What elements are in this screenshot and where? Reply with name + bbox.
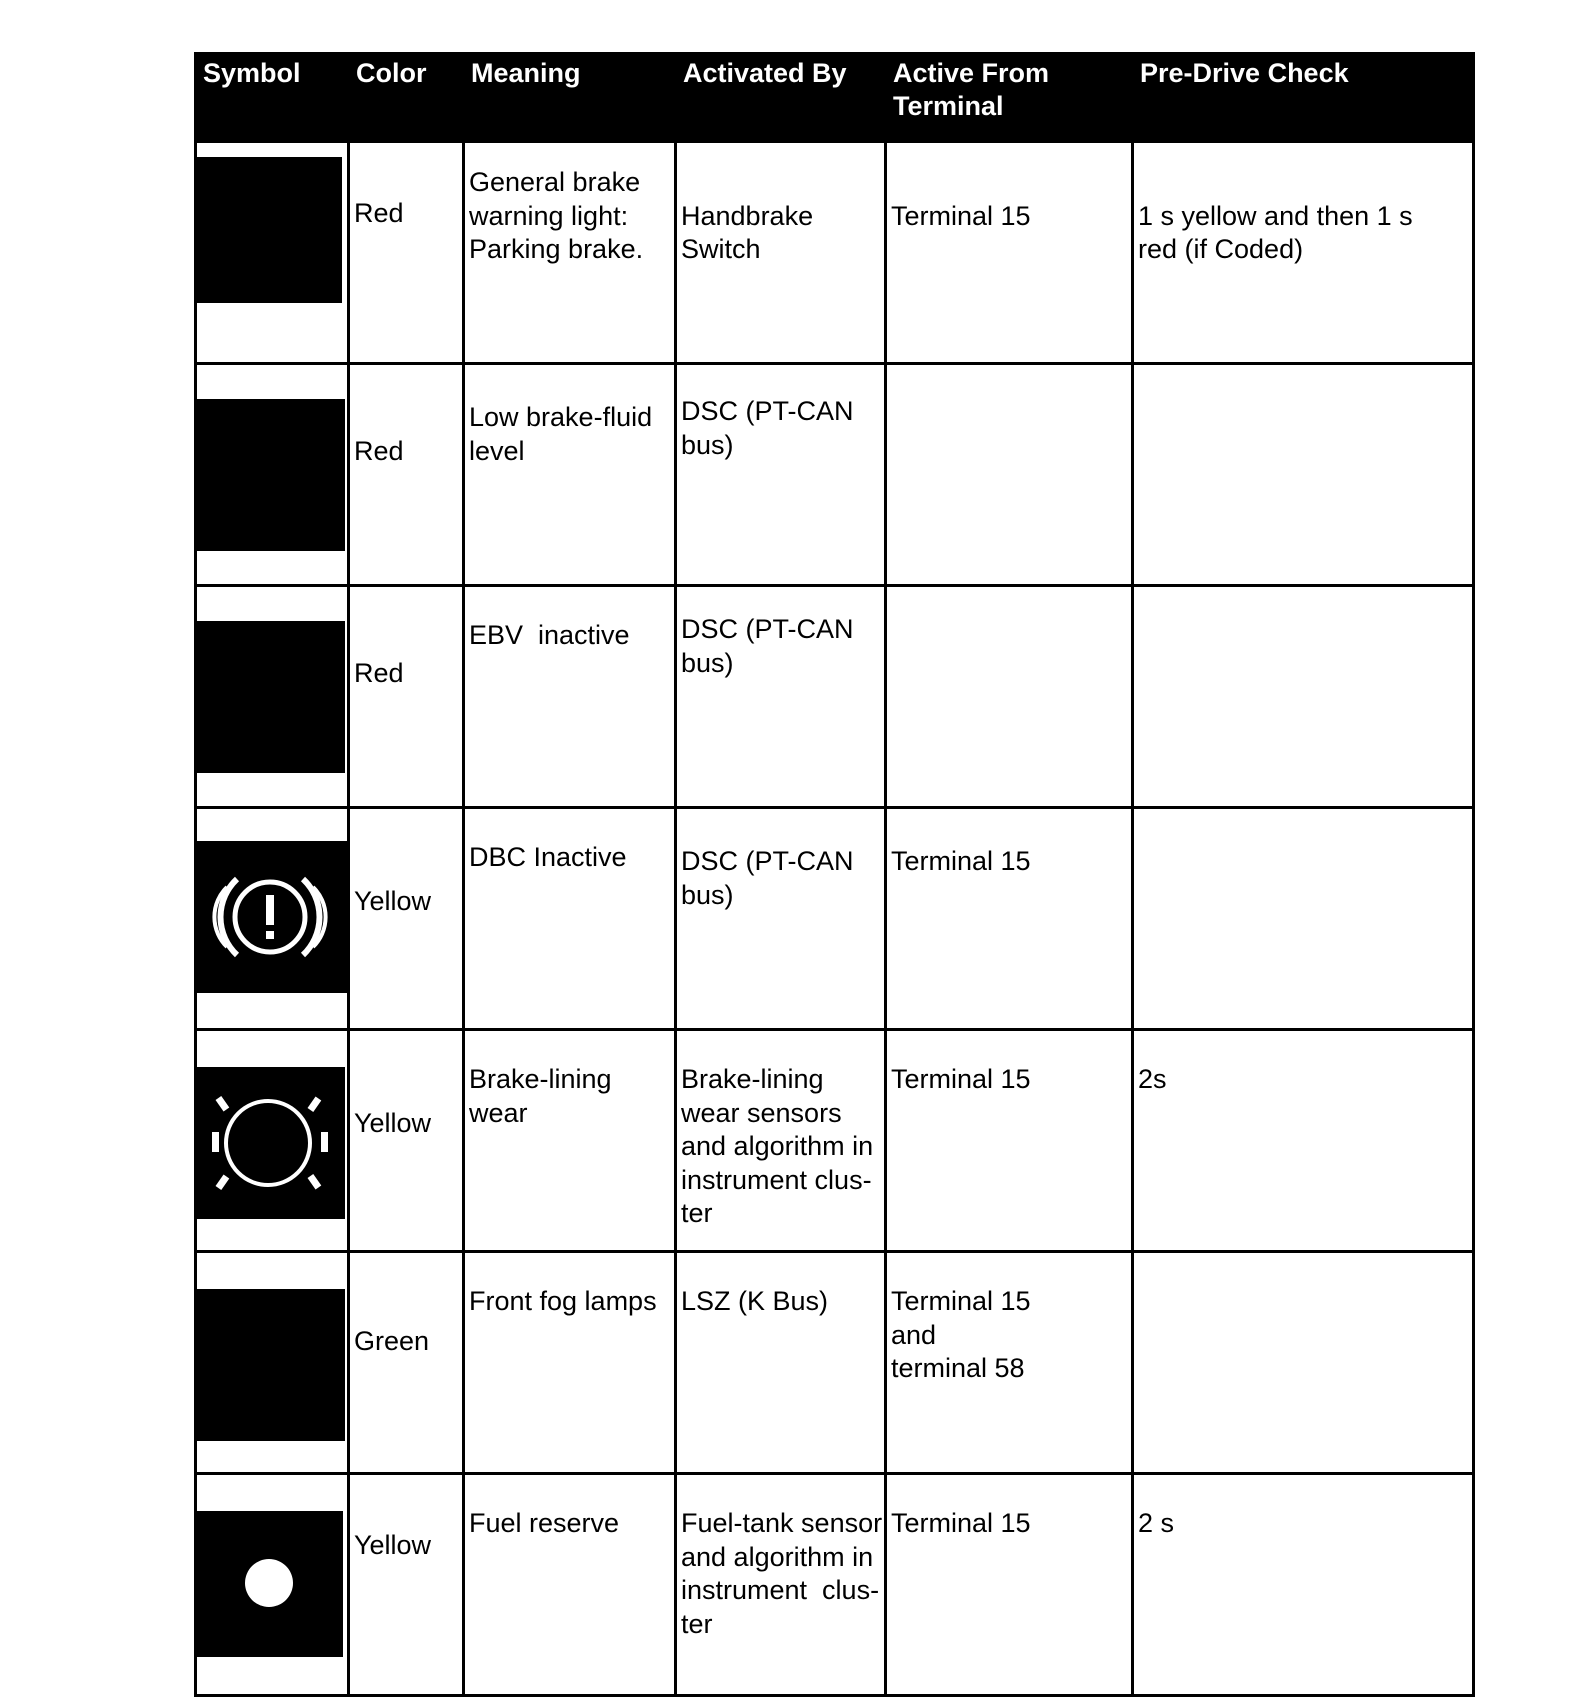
activated-by-value: DSC (PT-CAN bus): [681, 846, 854, 910]
activated-by-value: Fuel-tank sensor and algorithm in instrument clus- ter: [681, 1508, 883, 1639]
symbol-cell: [196, 142, 349, 364]
fuel-reserve-dot-icon-graphic: [197, 1511, 343, 1657]
header-activated-by: Activated By: [676, 54, 886, 142]
active-from-value: Terminal 15: [891, 200, 1031, 231]
activated-by-value: Brake-lining wear sensors and algorithm in instrument clus- ter: [681, 1064, 874, 1228]
meaning-cell: [464, 364, 676, 586]
active-from-cell: [886, 808, 1133, 1030]
pre-drive-check-cell: [1133, 808, 1474, 1030]
header-pre-drive-check: Pre-Drive Check: [1133, 54, 1474, 142]
header-color: Color: [349, 54, 464, 142]
active-from-value: Terminal 15 and terminal 58: [891, 1286, 1031, 1383]
blank-black-symbol-icon: [197, 621, 345, 773]
active-from-value: Terminal 15: [891, 1064, 1031, 1094]
active-from-cell: [886, 586, 1133, 808]
meaning-value: General brake warning light: Parking brake.: [469, 167, 644, 264]
table-header: [196, 54, 1474, 142]
color-value: Yellow: [354, 1530, 432, 1560]
pre-drive-check-value: 2 s: [1138, 1508, 1175, 1538]
activated-by-value: Handbrake Switch: [681, 200, 814, 264]
meaning-value: DBC Inactive: [469, 842, 627, 872]
brake-warning-exclamation-icon: [197, 841, 347, 993]
blank-black-symbol-icon: [197, 399, 345, 551]
symbol-cell: [196, 1252, 349, 1474]
pre-drive-check-cell: [1133, 1030, 1474, 1252]
color-cell: [349, 1252, 464, 1474]
activated-by-cell: [676, 142, 886, 364]
meaning-cell: [464, 142, 676, 364]
table-row: [196, 1030, 1474, 1252]
pre-drive-check-cell: [1133, 586, 1474, 808]
pre-drive-check-value: 1 s yellow and then 1 s red (if Coded): [1138, 200, 1413, 264]
color-cell: [349, 364, 464, 586]
active-from-cell: [886, 1252, 1133, 1474]
meaning-cell: [464, 1030, 676, 1252]
header-meaning: Meaning: [464, 54, 676, 142]
color-value: Red: [354, 198, 404, 228]
table-row: [196, 142, 1474, 364]
table-row: [196, 586, 1474, 808]
meaning-cell: [464, 586, 676, 808]
warning-lights-table: [194, 52, 1475, 1697]
activated-by-value: DSC (PT-CAN bus): [681, 614, 854, 678]
active-from-cell: [886, 1474, 1133, 1696]
active-from-cell: [886, 364, 1133, 586]
header-symbol: Symbol: [196, 54, 349, 142]
color-cell: [349, 1474, 464, 1696]
color-value: Green: [354, 1326, 430, 1356]
symbol-cell: [196, 1474, 349, 1696]
meaning-cell: [464, 1474, 676, 1696]
active-from-value: Terminal 15: [891, 1508, 1031, 1538]
symbol-cell: [196, 364, 349, 586]
color-cell: [349, 142, 464, 364]
color-value: Yellow: [354, 886, 432, 916]
pre-drive-check-cell: [1133, 1252, 1474, 1474]
meaning-value: Brake-lining wear: [469, 1064, 612, 1128]
activated-by-cell: [676, 364, 886, 586]
color-cell: [349, 1030, 464, 1252]
pre-drive-check-cell: [1133, 364, 1474, 586]
activated-by-cell: [676, 1030, 886, 1252]
symbol-cell: [196, 586, 349, 808]
table-row: [196, 364, 1474, 586]
brake-lining-wear-icon-graphic: [197, 1067, 345, 1219]
meaning-value: Fuel reserve: [469, 1508, 620, 1538]
table-row: [196, 808, 1474, 1030]
table-row: [196, 1474, 1474, 1696]
symbol-cell: [196, 808, 349, 1030]
color-value: Red: [354, 436, 404, 466]
activated-by-value: LSZ (K Bus): [681, 1286, 829, 1316]
color-value: Red: [354, 658, 404, 688]
color-value: Yellow: [354, 1108, 432, 1138]
meaning-value: Front fog lamps: [469, 1286, 657, 1316]
activated-by-cell: [676, 808, 886, 1030]
color-cell: [349, 586, 464, 808]
meaning-cell: [464, 1252, 676, 1474]
color-cell: [349, 808, 464, 1030]
activated-by-cell: [676, 1474, 886, 1696]
table-row: [196, 1252, 1474, 1474]
meaning-value: EBV inactive: [469, 620, 630, 650]
activated-by-cell: [676, 586, 886, 808]
pre-drive-check-value: 2s: [1138, 1064, 1167, 1094]
active-from-value: Terminal 15: [891, 846, 1031, 876]
blank-black-symbol-icon: [197, 157, 342, 303]
pre-drive-check-cell: [1133, 142, 1474, 364]
meaning-cell: [464, 808, 676, 1030]
brake-lining-wear-icon: [197, 1067, 345, 1219]
meaning-value: Low brake-fluid level: [469, 402, 653, 466]
active-from-cell: [886, 142, 1133, 364]
brake-warning-exclamation-icon-graphic: [197, 841, 347, 993]
symbol-cell: [196, 1030, 349, 1252]
activated-by-cell: [676, 1252, 886, 1474]
pre-drive-check-cell: [1133, 1474, 1474, 1696]
activated-by-value: DSC (PT-CAN bus): [681, 396, 854, 460]
header-active-from-terminal-label: Active From Terminal: [893, 58, 1050, 121]
header-active-from-terminal: [886, 54, 1133, 142]
active-from-cell: [886, 1030, 1133, 1252]
fuel-reserve-dot-icon: [197, 1511, 343, 1657]
blank-black-symbol-icon: [197, 1289, 345, 1441]
